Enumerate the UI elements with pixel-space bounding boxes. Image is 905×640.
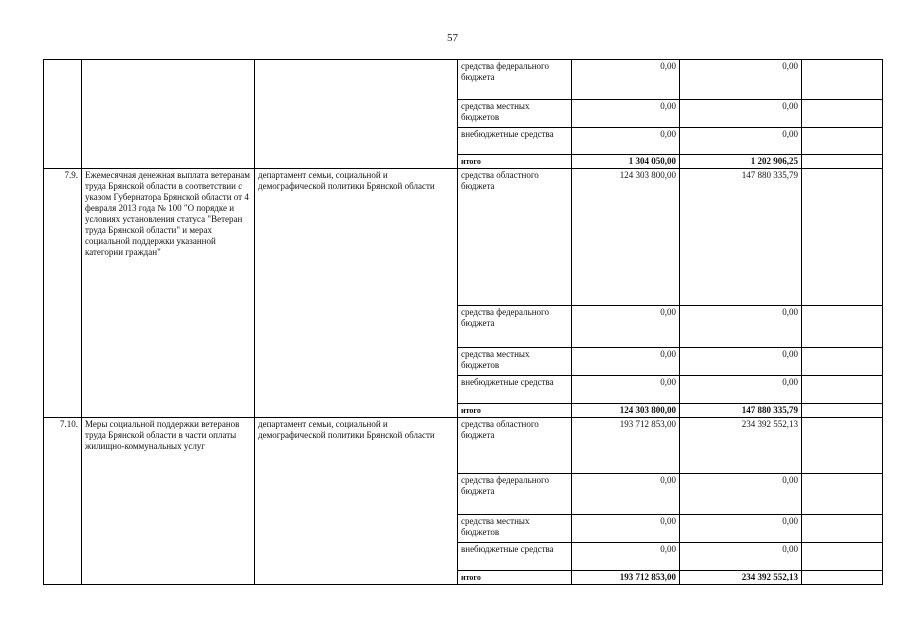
executor-cell — [255, 60, 458, 169]
extra-cell — [802, 155, 883, 169]
amount-2013-cell: 0,00 — [572, 100, 680, 128]
amount-2013-cell: 0,00 — [572, 376, 680, 404]
funding-source-cell: средства областного бюджета — [458, 418, 572, 474]
item-executor-cell: департамент семьи, социальной и демографической политики Брянской области — [255, 169, 458, 418]
extra-cell — [802, 515, 883, 543]
amount-2013-cell: 0,00 — [572, 474, 680, 515]
amount-2014-cell: 234 392 552,13 — [680, 418, 802, 474]
amount-2014-cell: 147 880 335,79 — [680, 404, 802, 418]
extra-cell — [802, 376, 883, 404]
budget-table — [43, 59, 883, 585]
amount-2014-cell: 0,00 — [680, 543, 802, 571]
funding-source-cell: средства местных бюджетов — [458, 515, 572, 543]
extra-cell — [802, 128, 883, 155]
amount-2014-cell: 0,00 — [680, 348, 802, 376]
item-description-cell: Меры социальной поддержки ветеранов труда Брянской области в части оплаты жилищно-коммунальных услуг — [82, 418, 255, 585]
table-row — [44, 169, 883, 306]
amount-2014-cell: 0,00 — [680, 376, 802, 404]
amount-2013-cell: 124 303 800,00 — [572, 169, 680, 306]
table-row — [44, 60, 883, 100]
amount-2014-cell: 0,00 — [680, 306, 802, 348]
funding-source-cell: внебюджетные средства — [458, 128, 572, 155]
amount-2013-cell: 1 304 050,00 — [572, 155, 680, 169]
amount-2014-cell: 0,00 — [680, 100, 802, 128]
amount-2013-cell: 193 712 853,00 — [572, 418, 680, 474]
amount-2013-cell: 0,00 — [572, 60, 680, 100]
extra-cell — [802, 169, 883, 306]
extra-cell — [802, 404, 883, 418]
funding-source-cell: средства федерального бюджета — [458, 60, 572, 100]
amount-2014-cell: 147 880 335,79 — [680, 169, 802, 306]
amount-2014-cell: 0,00 — [680, 128, 802, 155]
extra-cell — [802, 543, 883, 571]
item-number-cell: 7.10. — [44, 418, 82, 585]
amount-2013-cell: 124 303 800,00 — [572, 404, 680, 418]
page-number: 57 — [447, 32, 458, 44]
extra-cell — [802, 418, 883, 474]
number-cell — [44, 60, 82, 169]
item-description-cell: Ежемесячная денежная выплата ветеранам труда Брянской области в соответствии с указом Губернатора Брянской области от 4 февраля 2013 года № 100 "О порядке и условиях установления статуса "Ветеран труда Брянской области" и мерах социальной поддержки указанной категории граждан" — [82, 169, 255, 418]
amount-2013-cell: 0,00 — [572, 306, 680, 348]
amount-2014-cell: 1 202 906,25 — [680, 155, 802, 169]
funding-source-cell: средства федерального бюджета — [458, 306, 572, 348]
amount-2014-cell: 234 392 552,13 — [680, 571, 802, 585]
funding-source-cell: средства областного бюджета — [458, 169, 572, 306]
funding-source-cell: итого — [458, 571, 572, 585]
item-number-cell: 7.9. — [44, 169, 82, 418]
extra-cell — [802, 571, 883, 585]
table-row — [44, 418, 883, 474]
funding-source-cell: итого — [458, 404, 572, 418]
amount-2014-cell: 0,00 — [680, 474, 802, 515]
funding-source-cell: внебюджетные средства — [458, 543, 572, 571]
funding-source-cell: внебюджетные средства — [458, 376, 572, 404]
amount-2013-cell: 0,00 — [572, 515, 680, 543]
amount-2013-cell: 0,00 — [572, 348, 680, 376]
amount-2014-cell: 0,00 — [680, 60, 802, 100]
amount-2013-cell: 193 712 853,00 — [572, 571, 680, 585]
description-cell — [82, 60, 255, 169]
extra-cell — [802, 306, 883, 348]
extra-cell — [802, 474, 883, 515]
extra-cell — [802, 348, 883, 376]
funding-source-cell: итого — [458, 155, 572, 169]
funding-source-cell: средства федерального бюджета — [458, 474, 572, 515]
funding-source-cell: средства местных бюджетов — [458, 100, 572, 128]
extra-cell — [802, 60, 883, 100]
item-executor-cell: департамент семьи, социальной и демографической политики Брянской области — [255, 418, 458, 585]
amount-2013-cell: 0,00 — [572, 128, 680, 155]
amount-2013-cell: 0,00 — [572, 543, 680, 571]
amount-2014-cell: 0,00 — [680, 515, 802, 543]
extra-cell — [802, 100, 883, 128]
funding-source-cell: средства местных бюджетов — [458, 348, 572, 376]
